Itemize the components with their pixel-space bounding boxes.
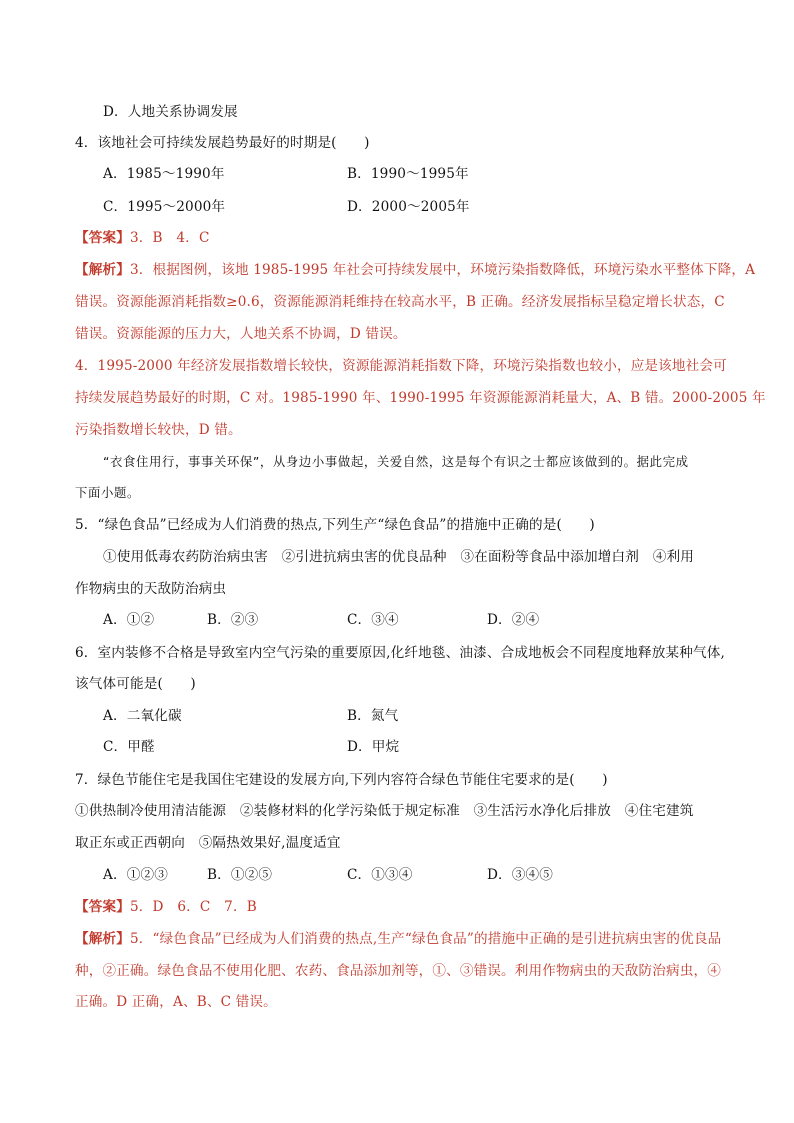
analysis-label: 【解析】 xyxy=(75,262,130,278)
q7-stem: 7．绿色节能住宅是我国住宅建设的发展方向,下列内容符合绿色节能住宅要求的是( ) xyxy=(75,772,608,788)
q4-stem: 4．该地社会可持续发展趋势最好的时期是( ) xyxy=(75,135,370,151)
q5-option-d: D．②④ xyxy=(487,612,540,628)
q6-option-d: D．甲烷 xyxy=(347,739,400,755)
q5-stem: 5．“绿色食品”已经成为人们消费的热点,下列生产“绿色食品”的措施中正确的是( ) xyxy=(75,517,595,533)
answer-label: 【答案】 xyxy=(75,899,130,915)
analysis-block-1-line-4: 4．1995-2000 年经济发展指数增长较快，资源能源消耗指数下降，环境污染指数也较小，应是该地社会可 xyxy=(75,358,727,374)
analysis-text: 3．根据图例，该地 1985-1995 年社会可持续发展中，环境污染指数降低，环境污染水平整体下降，A xyxy=(129,262,756,278)
intro-line-2: 下面小题。 xyxy=(75,485,140,500)
answer-text: 3．B 4．C xyxy=(129,230,210,246)
q6-stem-line-1: 6．室内装修不合格是导致室内空气污染的重要原因,化纤地毯、油漆、合成地板会不同程度地释放某种气体, xyxy=(75,645,725,661)
q7-option-b: B．①②⑤ xyxy=(207,867,273,883)
analysis-block-1-line-3: 错误。资源能源的压力大，人地关系不协调，D 错误。 xyxy=(75,326,407,342)
answer-text: 5．D 6．C 7．B xyxy=(129,899,257,915)
q6-option-b: B．氮气 xyxy=(347,708,399,724)
q5-items-line-2: 作物病虫的天敌防治病虫 xyxy=(75,581,227,597)
q5-option-c: C．③④ xyxy=(347,612,399,628)
analysis-block-2-line-2: 种，②正确。绿色食品不使用化肥、农药、食品添加剂等，①、③错误。利用作物病虫的天敌防治病虫，④ xyxy=(75,963,721,979)
q3-option-d: D．人地关系协调发展 xyxy=(103,104,238,120)
q7-option-c: C．①③④ xyxy=(347,867,413,883)
q6-option-c: C．甲醛 xyxy=(103,739,155,755)
q6-option-a: A．二氧化碳 xyxy=(103,708,182,724)
analysis-block-1-line-1 xyxy=(75,261,755,279)
intro-line-1: “衣食住用行，事事关环保”，从身边小事做起，关爱自然，这是每个有识之士都应该做到的。据此完成 xyxy=(103,454,689,469)
q4-option-d: D．2000～2005年 xyxy=(347,199,470,215)
answer-block-1 xyxy=(75,229,210,247)
analysis-block-1-line-2: 错误。资源能源消耗指数≥0.6，资源能源消耗维持在较高水平，B 正确。经济发展指标呈稳定增长状态，C xyxy=(75,294,725,310)
q7-items-line-2: 取正东或正西朝向 ⑤隔热效果好,温度适宜 xyxy=(75,835,341,851)
q6-stem-line-2: 该气体可能是( ) xyxy=(75,676,196,692)
q7-option-a: A．①②③ xyxy=(103,867,168,883)
q7-option-d: D．③④⑤ xyxy=(487,867,554,883)
q4-option-a: A．1985～1990年 xyxy=(103,166,225,182)
analysis-text: 5．“绿色食品”已经成为人们消费的热点,生产“绿色食品”的措施中正确的是引进抗病虫害的优良品 xyxy=(129,931,722,947)
answer-block-2 xyxy=(75,898,257,916)
q5-option-b: B．②③ xyxy=(207,612,259,628)
answer-label: 【答案】 xyxy=(75,230,130,246)
q4-option-c: C．1995～2000年 xyxy=(103,199,226,215)
analysis-block-2-line-1 xyxy=(75,930,721,948)
q5-option-a: A．①② xyxy=(103,612,155,628)
analysis-label: 【解析】 xyxy=(75,931,130,947)
q4-option-b: B．1990～1995年 xyxy=(347,166,469,182)
analysis-block-1-line-5: 持续发展趋势最好的时期，C 对。1985-1990 年、1990-1995 年资源能源消耗量大，A、B 错。2000-2005 年 xyxy=(75,390,766,406)
q7-items-line-1: ①供热制冷使用清洁能源 ②装修材料的化学污染低于规定标准 ③生活污水净化后排放 ④住宅建筑 xyxy=(75,803,694,819)
analysis-block-1-line-6: 污染指数增长较快，D 错。 xyxy=(75,422,242,438)
q5-items-line-1: ①使用低毒农药防治病虫害 ②引进抗病虫害的优良品种 ③在面粉等食品中添加增白剂 ④利用 xyxy=(103,549,694,565)
analysis-block-2-line-3: 正确。D 正确，A、B、C 错误。 xyxy=(75,994,277,1010)
